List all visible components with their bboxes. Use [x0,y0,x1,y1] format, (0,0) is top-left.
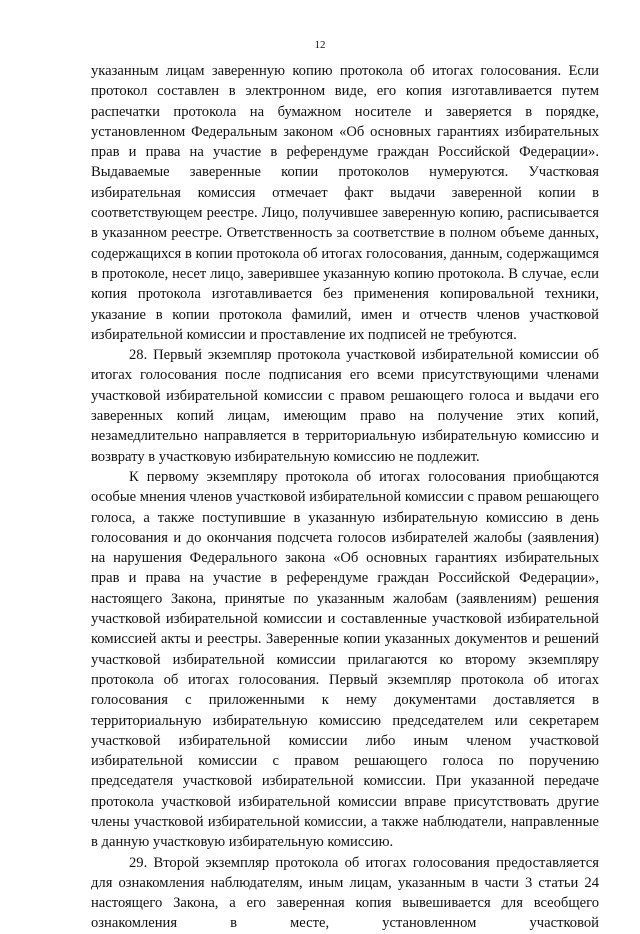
page-number: 12 [314,39,326,51]
paragraph-continuation: указанным лицам заверенную копию протокола об итогах голосования. Если протокол составлен в электронном виде, его копия изготавливается путем распечатки протокола на бумажном носителе и заверяется в порядке, установленном Федеральным законом «Об основных гарантиях избирательных прав и права на участие в референдуме граждан Российской Федерации». Выдаваемые заверенные копии протоколов нумеруются. Участковая избирательная комиссия отмечает факт выдачи заверенной копии в соответствующем реестре. Лицо, получившее заверенную копию, расписывается в указанном реестре. Ответственность за соответствие в полном объеме данных, содержащихся в копии протокола об итогах голосования, данным, содержащимся в протоколе, несет лицо, заверившее указанную копию протокола. В случае, если копия протокола изготавливается без применения копировальной техники, указание в копии протокола фамилий, имен и отчеств членов участковой избирательной комиссии и проставление их подписей не требуются. [91,63,599,343]
paragraph-item-28: 28. Первый экземпляр протокола участковой избирательной комиссии об итогах голосования после подписания его всеми присутствующими членами участковой избирательной комиссии с правом решающего голоса и выдачи его заверенных копий лицам, имеющим право на получение этих копий, незамедлительно направляется в территориальную избирательную комиссию и возврату в участковую избирательную комиссию не подлежит. [91,347,599,465]
paragraph-item-29: 29. Второй экземпляр протокола об итогах голосования предоставляется для ознакомления наблюдателям, иным лицам, указанным в части 3 статьи 24 настоящего Закона, а его заверенная копия вывешивается для всеобщего ознакомления в месте, установленном участковой [91,854,599,932]
paragraph-attachments: К первому экземпляру протокола об итогах голосования приобщаются особые мнения членов участковой избирательной комиссии с правом решающего голоса, а также поступившие в указанную избирательную комиссию в день голосования и до окончания подсчета голосов избирателей жалобы (заявления) на нарушения Федерального закона «Об основных гарантиях избирательных прав и права на участие в референдуме граждан Российской Федерации», настоящего Закона, принятые по указанным жалобам (заявлениям) решения участковой избирательной комиссии и составленные участковой избирательной комиссией акты и реестры. Заверенные копии указанных документов и решений участковой избирательной комиссии прилагаются ко второму экземпляру протокола об итогах голосования. Первый экземпляр протокола об итогах голосования с приложенными к нему документами доставляется в территориальную избирательную комиссию председателем или секретарем участковой избирательной комиссии либо иным членом участковой избирательной комиссии с правом решающего голоса по поручению председателя участковой избирательной комиссии. При указанной передаче протокола участковой избирательной комиссии вправе присутствовать другие члены участковой избирательной комиссии, а также наблюдатели, направленные в данную участковую избирательную комиссию. [91,468,599,851]
document-body [91,61,599,934]
